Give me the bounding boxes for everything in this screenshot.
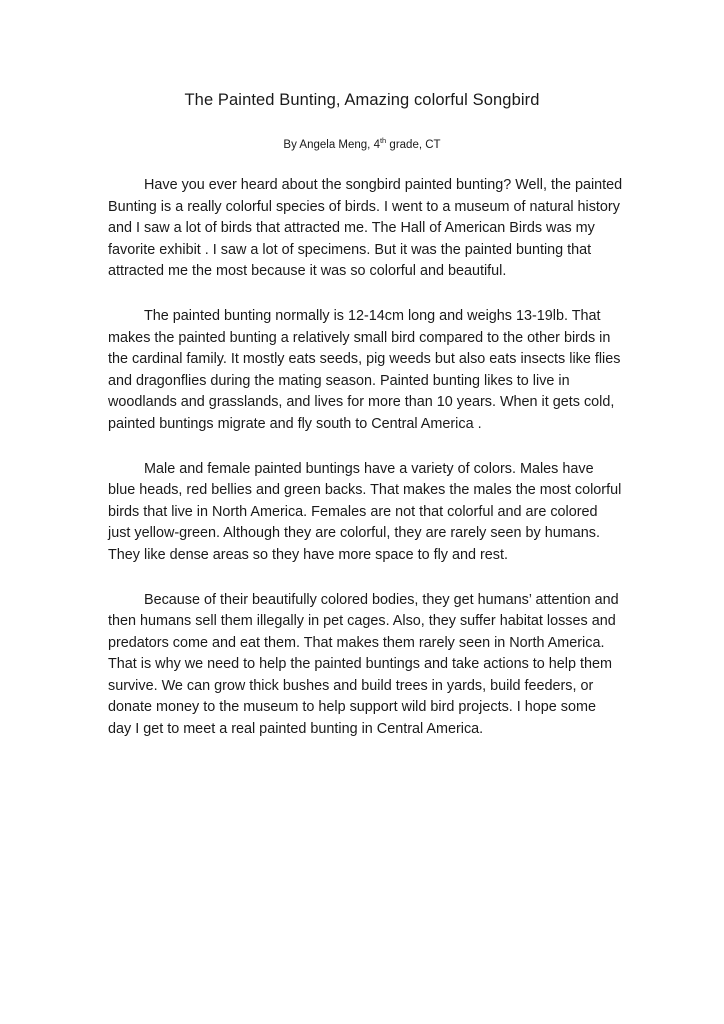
author-byline	[0, 137, 724, 153]
paragraph-2: The painted bunting normally is 12-14cm long and weighs 13-19lb. That makes the painted bunting a relatively small bird compared to the other birds in the cardinal family. It mostly eats seeds, pig weeds but also eats insects like flies and dragonflies during the mating season. Painted bunting likes to live in woodlands and grasslands, and lives for more than 10 years. When it gets cold, painted buntings migrate and fly south to Central America .	[108, 307, 621, 432]
paragraph-4: Because of their beautifully colored bodies, they get humans’ attention and then humans sell them illegally in pet cages. Also, they suffer habitat losses and predators come and eat them. That makes them rarely seen in North America. That is why we need to help the painted buntings and take actions to help them survive. We can grow thick bushes and build trees in yards, build feeders, or donate money to the museum to help support wild bird projects. I hope some day I get to meet a real painted bunting in Central America.	[108, 591, 619, 738]
byline-prefix: By Angela Meng, 4	[283, 139, 380, 151]
document-title: The Painted Bunting, Amazing colorful Songbird	[184, 91, 540, 109]
byline-ordinal-suffix: th	[379, 136, 387, 146]
byline-suffix: grade, CT	[386, 139, 441, 151]
paragraph-1: Have you ever heard about the songbird painted bunting? Well, the painted Bunting is a really colorful species of birds. I went to a museum of natural history and I saw a lot of birds that attracted me. The Hall of American Birds was my favorite exhibit . I saw a lot of specimens. But it was the painted bunting that attracted me the most because it was so colorful and beautiful.	[108, 177, 623, 280]
essay-body	[108, 175, 623, 764]
paragraph-3: Male and female painted buntings have a variety of colors. Males have blue heads, red bellies and green backs. That makes the males the most colorful birds that live in North America. Females are not that colorful and are colored just yellow-green. Although they are colorful, they are rarely seen by humans. They like dense areas so they have more space to fly and rest.	[108, 460, 622, 563]
